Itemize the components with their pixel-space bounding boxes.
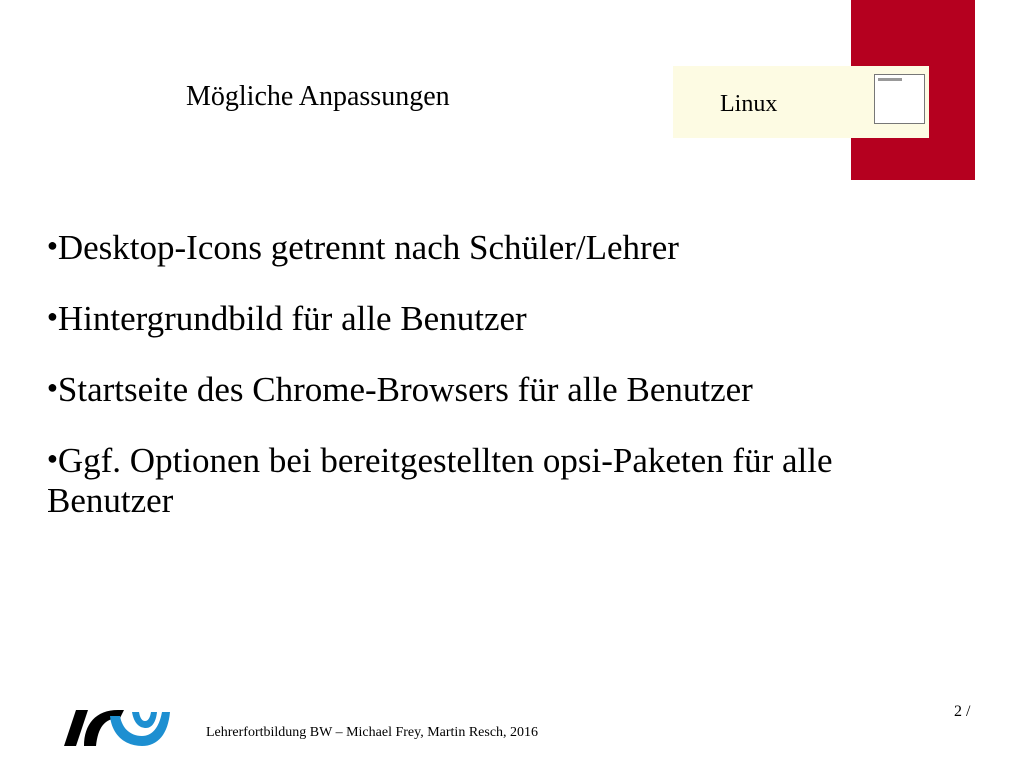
- bullet-dot-icon: ●: [47, 377, 58, 397]
- bullet-text: Startseite des Chrome-Browsers für alle Benutzer: [57, 370, 753, 409]
- lfb-logo: [62, 706, 172, 748]
- logo-blue-stripe: [132, 712, 157, 728]
- document-thumbnail-icon: [874, 74, 925, 124]
- bullet-item: [47, 438, 927, 521]
- footer-credits: Lehrerfortbildung BW – Michael Frey, Martin Resch, 2016: [206, 725, 539, 740]
- bullet-item: [47, 296, 927, 339]
- bullet-item: [47, 367, 927, 410]
- bullet-dot-icon: ●: [47, 306, 58, 326]
- bullet-text: Ggf. Optionen bei bereitgestellten opsi-Paketen für alle Benutzer: [47, 441, 833, 520]
- os-badge-label: Linux: [720, 91, 778, 117]
- bullet-dot-icon: ●: [47, 235, 58, 255]
- slide-title: Mögliche Anpassungen: [186, 81, 450, 112]
- os-badge: [673, 66, 929, 138]
- page-number: 2 /: [954, 703, 971, 720]
- bullet-list: [47, 225, 927, 549]
- bullet-dot-icon: ●: [47, 448, 58, 468]
- bullet-text: Desktop-Icons getrennt nach Schüler/Lehrer: [57, 228, 679, 267]
- bullet-item: [47, 225, 927, 268]
- bullet-text: Hintergrundbild für alle Benutzer: [57, 299, 527, 338]
